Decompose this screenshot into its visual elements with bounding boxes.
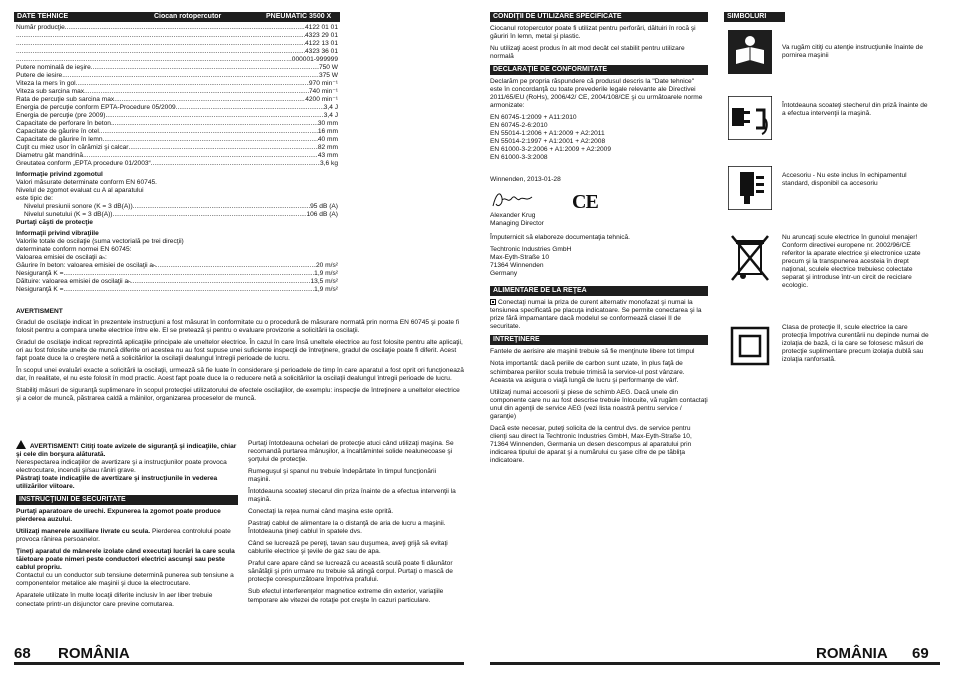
- dot-leader: [103, 136, 318, 144]
- dot-leader: [133, 203, 310, 211]
- conditions-paragraphs: [490, 25, 708, 61]
- noise-line: Nivelul de zgomot evaluat cu A al aparatului: [16, 187, 144, 194]
- standard-item: EN 60745-1:2009 + A11:2010: [490, 114, 577, 122]
- avertisment-title: AVERTISMENT: [16, 308, 63, 315]
- symbol-text-1: Va rugăm citiţi cu atenţie instrucţiunile înainte de pornirea maşinii: [782, 44, 923, 60]
- spec-row: [16, 286, 338, 294]
- tech-data-block: [16, 24, 338, 294]
- spec-value: 1,9 m/s²: [314, 286, 338, 293]
- address-line: Germany: [490, 270, 518, 278]
- spec-value: 16 mm: [317, 128, 338, 135]
- symbol-row: [724, 234, 940, 318]
- authorized-note: Împuternicit să elaboreze documentaţia tehnică.: [490, 234, 631, 242]
- tech-data-header: [14, 12, 340, 22]
- ear-protection: Purtaţi aparatoare de urechi. Expunerea la zgomot poate produce pierderea auzului.: [16, 508, 221, 524]
- spec-row: [16, 80, 338, 88]
- class-ii-small-icon: [490, 299, 496, 305]
- noise-line: Valori măsurate determinate conform EN 60745.: [16, 179, 157, 186]
- spec-value: 40 mm: [317, 136, 338, 143]
- spec-label: Nesiguranţă K =: [16, 286, 64, 293]
- symbol-row: [724, 166, 940, 230]
- spec-value: 13,5 m/s²: [310, 278, 338, 285]
- noise-title: Informaţie privind zgomotul: [16, 171, 103, 178]
- product-name: Ciocan rotopercutor: [154, 13, 222, 20]
- spec-row: [16, 72, 338, 80]
- page-number-left: 68: [14, 645, 31, 662]
- warning-triangle-icon: [16, 440, 26, 449]
- unplug-icon: [728, 96, 772, 140]
- spec-label: Viteza la mers în gol: [16, 80, 76, 87]
- accessory-icon: [728, 166, 772, 210]
- symbol-text-4: Nu aruncaţi scule electrice în gunoiul menajer! Conform directivei europene nr. 2002/96/CE referitor la aparate electrice şi electronice uzate precum şi la transpunerea acesteia în drept naţional, sculele electrice trebuiesc colectate separat şi introduse într-un circit de reciclare ecologic.: [782, 234, 921, 290]
- spec-row: [16, 96, 338, 104]
- mid-column: [248, 440, 460, 609]
- spec-label: Putere de iesire: [16, 72, 63, 79]
- right-footer: [490, 645, 940, 665]
- power-header: ALIMENTARE DE LA REŢEA: [490, 286, 708, 296]
- language-right: ROMÂNIA: [816, 645, 888, 662]
- spec-value: 1,9 m/s²: [314, 270, 338, 277]
- standard-item: EN 61000-3-2:2006 + A1:2009 + A2:2009: [490, 146, 611, 154]
- spec-value: 3,4 J: [323, 112, 338, 119]
- avertisment-paragraph: Stabiliţi măsuri de siguranţă suplimenare în scopul protecţiei utilizatorului de efectele oscilaţiilor, de exemplu: inspecţie de întreţinere a uneltelor electrice şi a celor de muncă, păstrarea caldă a mâinilor, organizarea proceselor de muncă.: [16, 387, 460, 403]
- safety-paragraph: Rumeguşul şi spanul nu trebuie îndepărtate în timpul funcţionării maşinii.: [248, 468, 437, 484]
- symbol-row: [724, 324, 940, 388]
- circuit-breaker-note: Aparatele utilizate în multe locaţii diferite inclusiv în aer liber trebuie conectate printr-un disjunctor care previne comutarea.: [16, 592, 213, 608]
- dot-leader: [176, 104, 324, 112]
- avertisment-paragraph: Gradul de oscilaţie indicat în prezentele instrucţiuni a fost măsurat în conformitate cu o procedură de măsurare normată prin norma EN 60745 şi poate fi folosit pentru a compara unelte electrice între ele. El se pretează şi pentru o evaluare provizorie a solicitării la oscilaţii.: [16, 319, 460, 335]
- spec-row: [16, 88, 338, 96]
- spec-row: [16, 48, 338, 56]
- address-block: [490, 246, 708, 278]
- spec-label: Dăltuire: valoarea emisiei de oscilaţii aₕ: [16, 278, 131, 285]
- keep-instructions: Păstraţi toate indicaţiile de avertizare şi instrucţiunile în vederea utilizărilor viitoare.: [16, 475, 218, 491]
- vibration-title: Informaţii privind vibraţiile: [16, 230, 99, 237]
- safety-paragraph: Sub efectul interferenţelor magnetice extreme din exterior, variaţiile temporare ale vitezei de rotaţie pot creşte în cazuri particulare.: [248, 588, 444, 604]
- address-line: 71364 Winnenden: [490, 262, 544, 270]
- spec-value: 375 W: [318, 72, 338, 79]
- maintenance-paragraphs: [490, 348, 708, 464]
- symbol-text-2: Întotdeauna scoateţi stecherul din priză înainte de a efectua intervenţii la maşină.: [782, 102, 928, 118]
- spec-row: [16, 120, 338, 128]
- symbol-row: [724, 96, 940, 160]
- avertisment-paragraph: În scopul unei evaluări exacte a solicitării la oscilaţii, urmează să fie luate în considerare şi perioadele de timp în care aparatul a fost oprit ori funcţionează dar, în realitate, el nu este folosit în mod practic. Acest fapt poate duce la o reducere netă a solicitărilor la oscilaţii dealungul întregii perioade de lucru.: [16, 367, 464, 383]
- noise-rows: [16, 203, 338, 219]
- address-line: Techtronic Industries GmbH: [490, 246, 572, 254]
- spec-row: [16, 262, 338, 270]
- spec-row: [16, 112, 338, 120]
- declaration-text: Declarăm pe propria răspundere că produsul descris la "Date tehnice" este în concordanţă cu toate prevederile legale relevante ale Directivei 2011/65/EU (RoHs), 2006/42/ CE, 2004/108/CE şi cu următoarele norme armonizate:: [490, 78, 703, 110]
- maintenance-paragraph: Dacă este necesar, puteţi solicita de la centrul dvs. de service pentru clienţi sau direct la Techtronic Industries GmbH, Max-Eyth-Straße 10, 71364 Winnenden, Germania un desen descompus al aparatului prin indicarea tipului de aparat şi a numărului cu şase cifre de pe tăbliţa indicatoare.: [490, 424, 692, 464]
- conditions-header: CONDIŢII DE UTILIZARE SPECIFICATE: [490, 12, 708, 22]
- dot-leader: [116, 96, 305, 104]
- spec-label: Viteza sub sarcina max.: [16, 88, 86, 95]
- spec-label: Număr producţie: [16, 24, 65, 31]
- symbols-header: SIMBOLURI: [724, 12, 785, 22]
- safety-paragraph: Purtaţi întotdeauna ochelari de protecţie atuci când utilizaţi maşina. Se recomandă purtarea mânuşilor, a încaltămintei solide nealunecoase şi şorţului de protecţie.: [248, 440, 454, 464]
- declaration-header: DECLARAŢIE DE CONFORMITATE: [490, 65, 708, 75]
- spec-label: Diametru gât mandrină: [16, 152, 84, 159]
- spec-label: Energia de percuţie (pre 2009): [16, 112, 106, 119]
- spec-label: Capacitate de găurire în lemn: [16, 136, 103, 143]
- insulated-grip: Ţineţi aparatul de mânerele izolate când executaţi lucrări la care scula tăietoare poate nimeri peste conductori electrici ascunşi sau peste cablul propriu. Contactul cu un conductor sub tensiune determină punerea sub tensiune a componentelor metalice ale maşinii şi duce la electrocutare.: [16, 548, 235, 588]
- spec-label: Greutatea conform „EPTA procedure 01/2003“: [16, 160, 151, 167]
- maintenance-header: INTREŢINERE: [490, 335, 708, 345]
- spec-value: 740 min⁻¹: [308, 88, 338, 95]
- dot-leader: [99, 128, 318, 136]
- spec-row: [16, 40, 338, 48]
- avertisment-paragraphs: [16, 319, 464, 403]
- safety-paragraph: Conectaţi la reţea numai când maşina este oprită.: [248, 508, 394, 516]
- signature-image: [490, 188, 536, 212]
- dot-leader: [129, 144, 318, 152]
- spec-value: 95 dB (A): [310, 203, 338, 210]
- safety-section-header: INSTRUCŢIUNI DE SECURITATE: [16, 495, 238, 505]
- spec-value: 30 mm: [317, 120, 338, 127]
- spec-value: ...000001-999999: [286, 56, 338, 63]
- spec-label: Nivelul presiunii sonore (K = 3 dB(A)): [24, 203, 133, 210]
- vibration-line: determinate conform normei EN 60745:: [16, 246, 132, 253]
- dot-leader: [91, 64, 319, 72]
- conditions-paragraph: Nu utilizaţi acest produs în alt mod decât cel stabilit pentru utilizare normală: [490, 45, 685, 61]
- spec-row: [16, 32, 338, 40]
- safety-paragraph: Pastraţi cablul de alimentare la o distanţă de aria de lucru a maşinii. Întotdeauna ţineţi cablul în spatele dvs.: [248, 520, 446, 536]
- right-column-2: [724, 12, 940, 388]
- weee-bin-icon: [728, 234, 772, 284]
- ce-mark: CE: [572, 191, 598, 214]
- spec-row: [16, 136, 338, 144]
- spec-value: 106 dB (A): [306, 211, 338, 218]
- signature-row: [490, 188, 708, 234]
- standards-list: [490, 114, 708, 162]
- vibration-lines: [16, 238, 338, 262]
- spec-label: Energia de percuţie conform EPTA-Procedure 05/2009: [16, 104, 176, 111]
- dot-leader: [156, 262, 316, 270]
- dot-leader: [131, 278, 311, 286]
- page-number-right: 69: [912, 645, 929, 662]
- tech-rows: [16, 24, 338, 168]
- noise-lines: [16, 179, 338, 203]
- safety-paragraph: Când se lucrează pe pereţi, tavan sau duşumea, aveţi grijă să evitaţi cablurile electrice şi ţevile de gaz sau de apa.: [248, 540, 448, 556]
- spec-label: Putere nominală de ieşire: [16, 64, 91, 71]
- spec-row: [16, 56, 338, 64]
- spec-label: Capacitate de găurire în otel: [16, 128, 99, 135]
- spec-label: Găurire în beton: valoarea emisiei de oscilaţii aₕ: [16, 262, 156, 269]
- vibration-rows: [16, 262, 338, 294]
- aux-handle: Utilizaţi manerele auxiliare livrate cu scula. Pierderea controlului poate provoca rănirea persoanelor.: [16, 528, 231, 544]
- maintenance-paragraph: Utilizaţi numai accesorii şi piese de schimb AEG. Dacă unele din componente care nu au fost descrise trebuie înlocuite, vă rugăm contactaţi unul din agenţii de service AEG (vezi lista noastră pentru service / garanţie): [490, 388, 708, 420]
- spec-value: 4122 13 01: [304, 40, 338, 47]
- avertisment-paragraph: Gradul de oscilaţie indicat reprezintă aplicaţiile principale ale uneltelor electrice. În cazul în care însă uneltele electrice au fost folosite pentru alte aplicaţii, ori au fost folosite unelte de muncă diferite ori acestea nu au fost supuse unei suficiente inspecţii de întreţinere, gradul de oscilaţie poate fi diferit. Acest fapt poate duce la o creştere netă a solicitărilor la oscilaţii dealungul întregii perioade de lucru.: [16, 339, 463, 363]
- spec-row: [16, 24, 338, 32]
- dot-leader: [16, 56, 286, 64]
- dot-leader: [16, 48, 305, 56]
- symbol-text-5: Clasa de protecţie II, scule electrice la care protecţia împotriva curentării nu depinde numai de izolaţia de bază, ci la care se folosesc măsuri de protecţie suplimentare precum izolaţia dublă sau izolaţia ranforsată.: [782, 324, 929, 364]
- tech-data-title: DATE TEHNICE: [17, 13, 69, 20]
- spec-value: 4323 36 01: [304, 48, 338, 55]
- spec-row: [24, 211, 338, 219]
- left-footer: [14, 645, 464, 665]
- standard-item: EN 61000-3-3:2008: [490, 154, 548, 162]
- spec-value: 3,6 kg: [320, 160, 338, 167]
- spec-label: Nivelul sunetului (K = 3 dB(A)): [24, 211, 113, 218]
- dot-leader: [111, 120, 318, 128]
- spec-value: 4200 min⁻¹: [305, 96, 338, 103]
- dot-leader: [105, 112, 323, 120]
- dot-leader: [63, 286, 314, 294]
- standard-item: EN 60745-2-6:2010: [490, 122, 548, 130]
- model-name: PNEUMATIC 3500 X: [266, 13, 332, 20]
- dot-leader: [86, 88, 309, 96]
- signer-name: Alexander Krug: [490, 212, 536, 220]
- spec-row: [16, 160, 338, 168]
- dot-leader: [62, 72, 319, 80]
- dot-leader: [113, 211, 307, 219]
- vibration-line: Valoarea emisiei de oscilaţii aₕ:: [16, 254, 107, 261]
- spec-value: 4323 29 01: [304, 32, 338, 39]
- dot-leader: [65, 24, 305, 32]
- symbol-text-3: Accesoriu - Nu este inclus în echipamentul standard, disponibil ca accesoriu: [782, 172, 907, 188]
- ear-protection-note: Purtaţi căşti de protecţie: [16, 219, 93, 226]
- spec-row: [16, 144, 338, 152]
- spec-value: 43 mm: [317, 152, 338, 159]
- conditions-paragraph: Ciocanul rotopercutor poate fi utilizat pentru perforări, dăltuiri în rocă şi găuriri în lemn, metal şi plastic.: [490, 25, 696, 41]
- safety-warning: [16, 440, 238, 491]
- spec-value: 20 m/s²: [316, 262, 338, 269]
- spec-row: [16, 64, 338, 72]
- dot-leader: [83, 152, 318, 160]
- spec-row: [16, 270, 338, 278]
- maintenance-paragraph: Fantele de aerisire ale maşinii trebuie să fie menţinute libere tot timpul: [490, 348, 695, 356]
- vibration-line: Valorile totale de oscilaţie (suma vectorială pe trei direcţii): [16, 238, 184, 245]
- language-left: ROMÂNIA: [58, 645, 130, 662]
- spec-row: [16, 152, 338, 160]
- dot-leader: [63, 270, 314, 278]
- spec-value: 82 mm: [317, 144, 338, 151]
- spec-row: [16, 128, 338, 136]
- warning-block: [16, 308, 464, 407]
- left-column-bottom: [16, 440, 238, 613]
- spec-value: 4122 01 01: [304, 24, 338, 31]
- maintenance-paragraph: Nota importantă: dacă periile de carbon sunt uzate, în plus faţă de schimbarea periilor scula trebuie trimisă la service-ul post vânzare. Aceasta va asigura o viaţă lungă de lucru şi performanţe de vârf.: [490, 360, 685, 384]
- signer-title: Managing Director: [490, 220, 544, 228]
- noise-line: este tipic de:: [16, 195, 54, 202]
- read-manual-icon: [728, 30, 772, 74]
- dot-leader: [151, 160, 320, 168]
- safety-paragraph: Praful care apare când se lucrează cu această sculă poate fi dăunător sănătăţii şi prin urmare nu trebuie să atingă corpul. Purtaţi o mască de protecţie corespunzătoare împotriva prafului.: [248, 560, 453, 584]
- place-date: Winnenden, 2013-01-28: [490, 176, 561, 184]
- standard-item: EN 55014-1:2006 + A1:2009 + A2:2011: [490, 130, 605, 138]
- spec-value: 970 min⁻¹: [308, 80, 338, 87]
- dot-leader: [76, 80, 309, 88]
- spec-label: Nesiguranţă K =: [16, 270, 64, 277]
- spec-value: 3,4 J: [323, 104, 338, 111]
- address-line: Max-Eyth-Straße 10: [490, 254, 549, 262]
- spec-label: Capacitate de perforare în beton: [16, 120, 111, 127]
- safety-warning-bold: AVERTISMENT! Citiţi toate avizele de siguranţă şi indicaţiile, chiar şi cele din borşura alăturată.: [16, 443, 237, 459]
- symbol-row: [724, 30, 940, 90]
- spec-row: [16, 104, 338, 112]
- spec-label: Rata de percuţie sub sarcina max.: [16, 96, 117, 103]
- spec-label: Cuţit cu miez usor în cărămizi şi calcar: [16, 144, 129, 151]
- spec-value: 750 W: [318, 64, 338, 71]
- dot-leader: [16, 32, 305, 40]
- class-ii-icon: [728, 324, 772, 368]
- right-column-1: [490, 12, 708, 469]
- standard-item: EN 55014-2:1997 + A1:2001 + A2:2008: [490, 138, 606, 146]
- spec-row: [24, 203, 338, 211]
- dot-leader: [16, 40, 305, 48]
- safety-warning-text: Nerespectarea indicaţiilor de avertizare şi a instrucţiunilor poate provoca electrocutare, incendii şi/sau răniri grave.: [16, 459, 227, 475]
- mid-paragraphs: [248, 440, 460, 605]
- spec-row: [16, 278, 338, 286]
- power-text: Conectaţi numai la priza de curent alternativ monofazat şi numai la tensiunea specificată pe placuţa indicatoare. Se permite conectarea şi la prize fără impamantare dacă modelul se conformează clasei II de securitate.: [490, 299, 702, 331]
- safety-paragraph: Întotdeauna scoateţi stecarul din priza înainte de a efectua intervenţii la maşină.: [248, 488, 456, 504]
